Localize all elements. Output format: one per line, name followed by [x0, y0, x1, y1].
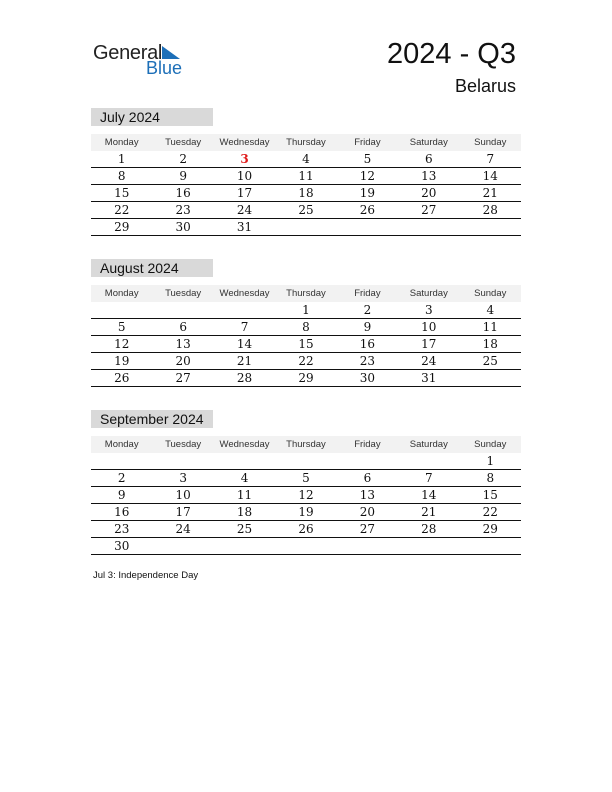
day-cell: 1	[275, 302, 336, 319]
day-cell: 29	[275, 370, 336, 387]
logo-word-general: General	[93, 42, 163, 64]
day-cell: 6	[398, 151, 459, 168]
day-cell: 18	[460, 336, 521, 353]
day-cell: 31	[214, 219, 275, 236]
weekday-label: Saturday	[398, 436, 459, 453]
week-row	[91, 370, 521, 387]
calendar-table	[91, 285, 521, 387]
day-cell: 14	[460, 168, 521, 185]
empty-day-cell	[275, 453, 336, 470]
page-title: 2024 - Q3	[387, 38, 516, 70]
empty-day-cell	[152, 453, 213, 470]
day-cell: 24	[152, 521, 213, 538]
day-cell: 13	[152, 336, 213, 353]
day-cell: 19	[91, 353, 152, 370]
day-cell: 7	[460, 151, 521, 168]
empty-day-cell	[152, 538, 213, 555]
empty-day-cell	[460, 370, 521, 387]
empty-day-cell	[337, 453, 398, 470]
day-cell: 2	[337, 302, 398, 319]
day-cell: 5	[275, 470, 336, 487]
empty-day-cell	[398, 219, 459, 236]
weekday-header-row	[91, 134, 521, 151]
day-cell: 5	[91, 319, 152, 336]
week-row	[91, 302, 521, 319]
weekday-label: Monday	[91, 134, 152, 151]
day-cell: 9	[337, 319, 398, 336]
week-row	[91, 504, 521, 521]
day-cell: 28	[398, 521, 459, 538]
day-cell: 8	[91, 168, 152, 185]
day-cell: 1	[91, 151, 152, 168]
empty-day-cell	[91, 302, 152, 319]
weekday-label: Sunday	[460, 436, 521, 453]
day-cell: 27	[152, 370, 213, 387]
week-row	[91, 470, 521, 487]
logo-word-blue: Blue	[146, 58, 183, 78]
day-cell: 9	[91, 487, 152, 504]
month-block-august	[91, 259, 521, 387]
weekday-label: Friday	[337, 436, 398, 453]
day-cell: 22	[460, 504, 521, 521]
day-cell: 26	[275, 521, 336, 538]
day-cell: 16	[91, 504, 152, 521]
month-block-july	[91, 108, 521, 236]
month-block-september	[91, 410, 521, 555]
weekday-label: Wednesday	[214, 134, 275, 151]
empty-day-cell	[337, 219, 398, 236]
weekday-label: Wednesday	[214, 285, 275, 302]
week-row	[91, 336, 521, 353]
day-cell: 15	[460, 487, 521, 504]
day-cell: 25	[275, 202, 336, 219]
week-row	[91, 202, 521, 219]
day-cell: 12	[275, 487, 336, 504]
day-cell: 6	[337, 470, 398, 487]
calendar-table	[91, 436, 521, 555]
weekday-label: Saturday	[398, 134, 459, 151]
day-cell: 28	[214, 370, 275, 387]
day-cell: 4	[460, 302, 521, 319]
weekday-label: Saturday	[398, 285, 459, 302]
week-row	[91, 538, 521, 555]
day-cell: 21	[214, 353, 275, 370]
day-cell: 2	[152, 151, 213, 168]
weekday-label: Monday	[91, 285, 152, 302]
day-cell: 14	[398, 487, 459, 504]
day-cell: 10	[398, 319, 459, 336]
day-cell: 2	[91, 470, 152, 487]
weekday-header-row	[91, 285, 521, 302]
weekday-label: Monday	[91, 436, 152, 453]
day-cell: 17	[398, 336, 459, 353]
week-row	[91, 151, 521, 168]
weekday-label: Thursday	[275, 285, 336, 302]
day-cell: 3	[214, 151, 275, 168]
day-cell: 7	[214, 319, 275, 336]
day-cell: 3	[398, 302, 459, 319]
month-title: July 2024	[91, 108, 213, 126]
day-cell: 21	[398, 504, 459, 521]
week-row	[91, 487, 521, 504]
week-row	[91, 353, 521, 370]
weekday-label: Sunday	[460, 285, 521, 302]
day-cell: 9	[152, 168, 213, 185]
day-cell: 19	[337, 185, 398, 202]
day-cell: 14	[214, 336, 275, 353]
day-cell: 8	[275, 319, 336, 336]
month-title: September 2024	[91, 410, 213, 428]
day-cell: 23	[91, 521, 152, 538]
day-cell: 4	[275, 151, 336, 168]
day-cell: 11	[214, 487, 275, 504]
weekday-label: Tuesday	[152, 285, 213, 302]
day-cell: 8	[460, 470, 521, 487]
weekday-label: Thursday	[275, 436, 336, 453]
day-cell: 20	[337, 504, 398, 521]
day-cell: 17	[152, 504, 213, 521]
week-row	[91, 219, 521, 236]
empty-day-cell	[91, 453, 152, 470]
day-cell: 30	[337, 370, 398, 387]
week-row	[91, 168, 521, 185]
day-cell: 27	[398, 202, 459, 219]
day-cell: 15	[91, 185, 152, 202]
day-cell: 28	[460, 202, 521, 219]
weekday-label: Friday	[337, 134, 398, 151]
day-cell: 19	[275, 504, 336, 521]
empty-day-cell	[398, 453, 459, 470]
empty-day-cell	[214, 302, 275, 319]
day-cell: 25	[460, 353, 521, 370]
day-cell: 11	[275, 168, 336, 185]
day-cell: 27	[337, 521, 398, 538]
day-cell: 16	[152, 185, 213, 202]
empty-day-cell	[337, 538, 398, 555]
day-cell: 3	[152, 470, 213, 487]
day-cell: 22	[91, 202, 152, 219]
country-name: Belarus	[454, 76, 516, 96]
day-cell: 4	[214, 470, 275, 487]
day-cell: 30	[91, 538, 152, 555]
day-cell: 7	[398, 470, 459, 487]
empty-day-cell	[460, 219, 521, 236]
empty-day-cell	[152, 302, 213, 319]
weekday-label: Tuesday	[152, 134, 213, 151]
day-cell: 1	[460, 453, 521, 470]
day-cell: 12	[337, 168, 398, 185]
weekday-label: Friday	[337, 285, 398, 302]
day-cell: 17	[214, 185, 275, 202]
week-row	[91, 319, 521, 336]
day-cell: 30	[152, 219, 213, 236]
day-cell: 13	[337, 487, 398, 504]
empty-day-cell	[214, 538, 275, 555]
day-cell: 12	[91, 336, 152, 353]
day-cell: 22	[275, 353, 336, 370]
generalblue-logo	[93, 42, 193, 78]
weekday-label: Tuesday	[152, 436, 213, 453]
day-cell: 29	[460, 521, 521, 538]
day-cell: 5	[337, 151, 398, 168]
empty-day-cell	[214, 453, 275, 470]
day-cell: 31	[398, 370, 459, 387]
day-cell: 6	[152, 319, 213, 336]
day-cell: 16	[337, 336, 398, 353]
day-cell: 11	[460, 319, 521, 336]
day-cell: 21	[460, 185, 521, 202]
day-cell: 10	[152, 487, 213, 504]
weekday-label: Sunday	[460, 134, 521, 151]
day-cell: 26	[91, 370, 152, 387]
day-cell: 20	[398, 185, 459, 202]
empty-day-cell	[460, 538, 521, 555]
day-cell: 24	[398, 353, 459, 370]
day-cell: 20	[152, 353, 213, 370]
day-cell: 18	[275, 185, 336, 202]
empty-day-cell	[275, 219, 336, 236]
month-title: August 2024	[91, 259, 213, 277]
day-cell: 23	[152, 202, 213, 219]
day-cell: 23	[337, 353, 398, 370]
empty-day-cell	[275, 538, 336, 555]
weekday-header-row	[91, 436, 521, 453]
day-cell: 10	[214, 168, 275, 185]
weekday-label: Wednesday	[214, 436, 275, 453]
day-cell: 29	[91, 219, 152, 236]
weekday-label: Thursday	[275, 134, 336, 151]
day-cell: 24	[214, 202, 275, 219]
holiday-note: Jul 3: Independence Day	[93, 570, 199, 581]
empty-day-cell	[398, 538, 459, 555]
week-row	[91, 521, 521, 538]
day-cell: 13	[398, 168, 459, 185]
day-cell: 26	[337, 202, 398, 219]
day-cell: 15	[275, 336, 336, 353]
week-row	[91, 185, 521, 202]
day-cell: 25	[214, 521, 275, 538]
week-row	[91, 453, 521, 470]
day-cell: 18	[214, 504, 275, 521]
calendar-table	[91, 134, 521, 236]
